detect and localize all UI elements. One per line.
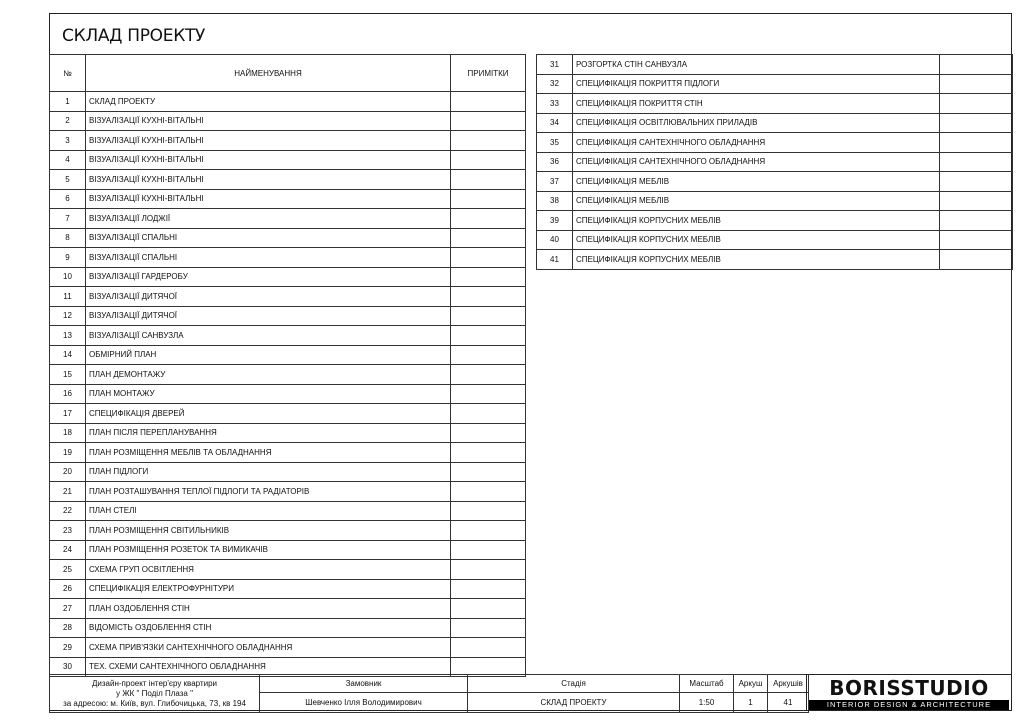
row-number: 29 — [50, 638, 86, 658]
project-line-2: у ЖК " Поділ Плаза " — [116, 688, 193, 698]
row-number: 13 — [50, 326, 86, 346]
row-name: СПЕЦИФІКАЦІЯ КОРПУСНИХ МЕБЛІВ — [573, 230, 940, 250]
row-notes — [451, 248, 526, 268]
table-row — [50, 540, 526, 560]
row-notes — [451, 462, 526, 482]
row-name: ПЛАН РОЗМІЩЕННЯ СВІТИЛЬНИКІВ — [86, 521, 451, 541]
table-row — [50, 248, 526, 268]
row-number: 35 — [537, 133, 573, 153]
studio-logo — [806, 674, 1012, 711]
row-number: 31 — [537, 55, 573, 75]
table-row — [50, 131, 526, 151]
row-name: ПЛАН СТЕЛІ — [86, 501, 451, 521]
row-name: СПЕЦИФІКАЦІЯ МЕБЛІВ — [573, 191, 940, 211]
row-number: 40 — [537, 230, 573, 250]
row-name: ПЛАН РОЗМІЩЕННЯ МЕБЛІВ ТА ОБЛАДНАННЯ — [86, 443, 451, 463]
table-row — [50, 92, 526, 112]
table-row — [537, 152, 1013, 172]
title-block — [49, 674, 809, 713]
table-row — [537, 191, 1013, 211]
row-number: 2 — [50, 111, 86, 131]
row-name: СПЕЦИФІКАЦІЯ МЕБЛІВ — [573, 172, 940, 192]
row-notes — [940, 55, 1013, 75]
row-notes — [451, 521, 526, 541]
row-name: ТЕХ. СХЕМИ САНТЕХНІЧНОГО ОБЛАДНАННЯ — [86, 657, 451, 677]
table-row — [50, 599, 526, 619]
row-notes — [451, 560, 526, 580]
row-number: 7 — [50, 209, 86, 229]
table-row — [537, 133, 1013, 153]
row-number: 6 — [50, 189, 86, 209]
row-notes — [451, 482, 526, 502]
row-notes — [940, 74, 1013, 94]
client-label: Замовник — [260, 675, 468, 693]
row-number: 22 — [50, 501, 86, 521]
row-notes — [451, 443, 526, 463]
row-notes — [451, 501, 526, 521]
row-number: 19 — [50, 443, 86, 463]
row-notes — [451, 111, 526, 131]
row-notes — [940, 230, 1013, 250]
row-number: 17 — [50, 404, 86, 424]
row-number: 20 — [50, 462, 86, 482]
row-number: 23 — [50, 521, 86, 541]
row-number: 14 — [50, 345, 86, 365]
table-row — [537, 230, 1013, 250]
table-row — [50, 501, 526, 521]
project-line-1: Дизайн-проект інтер'єру квартири — [91, 678, 217, 688]
row-notes — [451, 131, 526, 151]
table-row — [537, 74, 1013, 94]
row-name: СПЕЦИФІКАЦІЯ ОСВІТЛЮВАЛЬНИХ ПРИЛАДІВ — [573, 113, 940, 133]
contents-table-right — [536, 54, 1013, 270]
row-number: 9 — [50, 248, 86, 268]
table-row — [50, 365, 526, 385]
row-number: 28 — [50, 618, 86, 638]
sheet-label: Аркуш — [734, 675, 768, 693]
row-notes — [451, 267, 526, 287]
row-number: 4 — [50, 150, 86, 170]
table-row — [537, 172, 1013, 192]
row-number: 16 — [50, 384, 86, 404]
row-number: 27 — [50, 599, 86, 619]
row-name: ВІЗУАЛІЗАЦІЇ КУХНІ-ВІТАЛЬНІ — [86, 111, 451, 131]
logo-wordmark: BORISSTUDIO — [829, 676, 989, 700]
row-name: ВІЗУАЛІЗАЦІЇ СПАЛЬНІ — [86, 248, 451, 268]
row-number: 15 — [50, 365, 86, 385]
row-name: СПЕЦИФІКАЦІЯ КОРПУСНИХ МЕБЛІВ — [573, 211, 940, 231]
row-notes — [940, 152, 1013, 172]
row-number: 34 — [537, 113, 573, 133]
sheets-label: Аркушів — [768, 675, 809, 693]
row-notes — [451, 384, 526, 404]
contents-table-left — [49, 54, 526, 677]
table-row — [50, 618, 526, 638]
table-row — [537, 94, 1013, 114]
row-name: ПЛАН ОЗДОБЛЕННЯ СТІН — [86, 599, 451, 619]
row-number: 32 — [537, 74, 573, 94]
scale-label: Масштаб — [680, 675, 734, 693]
row-name: ВІЗУАЛІЗАЦІЇ ДИТЯЧОЇ — [86, 306, 451, 326]
row-number: 11 — [50, 287, 86, 307]
table-row — [537, 113, 1013, 133]
row-name: СПЕЦИФІКАЦІЯ ПОКРИТТЯ ПІДЛОГИ — [573, 74, 940, 94]
row-notes — [940, 211, 1013, 231]
table-row — [50, 326, 526, 346]
sheet-value: 1 — [734, 693, 768, 713]
table-row — [50, 638, 526, 658]
table-row — [50, 170, 526, 190]
table-row — [50, 462, 526, 482]
row-number: 1 — [50, 92, 86, 112]
row-name: СХЕМА ГРУП ОСВІТЛЕННЯ — [86, 560, 451, 580]
table-row — [50, 579, 526, 599]
row-name: ВІЗУАЛІЗАЦІЇ ЛОДЖІЇ — [86, 209, 451, 229]
row-name: РОЗГОРТКА СТІН САНВУЗЛА — [573, 55, 940, 75]
table-row — [50, 443, 526, 463]
table-row — [50, 306, 526, 326]
row-name: ВІЗУАЛІЗАЦІЇ КУХНІ-ВІТАЛЬНІ — [86, 150, 451, 170]
row-notes — [451, 365, 526, 385]
row-number: 3 — [50, 131, 86, 151]
row-number: 39 — [537, 211, 573, 231]
row-number: 33 — [537, 94, 573, 114]
sheets-value: 41 — [768, 693, 809, 713]
table-row — [50, 384, 526, 404]
header-notes: ПРИМІТКИ — [451, 55, 526, 92]
row-name: СКЛАД ПРОЕКТУ — [86, 92, 451, 112]
row-notes — [940, 172, 1013, 192]
row-name: ВІЗУАЛІЗАЦІЇ САНВУЗЛА — [86, 326, 451, 346]
header-name: НАЙМЕНУВАННЯ — [86, 55, 451, 92]
table-row — [50, 150, 526, 170]
row-notes — [940, 191, 1013, 211]
table-row — [50, 482, 526, 502]
row-number: 12 — [50, 306, 86, 326]
row-number: 26 — [50, 579, 86, 599]
row-name: СПЕЦИФІКАЦІЯ КОРПУСНИХ МЕБЛІВ — [573, 250, 940, 270]
row-name: СПЕЦИФІКАЦІЯ ПОКРИТТЯ СТІН — [573, 94, 940, 114]
row-number: 36 — [537, 152, 573, 172]
table-row — [50, 404, 526, 424]
row-notes — [451, 404, 526, 424]
row-notes — [451, 599, 526, 619]
row-notes — [940, 113, 1013, 133]
table-row — [50, 287, 526, 307]
row-name: ВІДОМІСТЬ ОЗДОБЛЕННЯ СТІН — [86, 618, 451, 638]
contents-table-left-body — [50, 92, 526, 677]
row-notes — [940, 94, 1013, 114]
row-number: 30 — [50, 657, 86, 677]
table-row — [50, 228, 526, 248]
row-name: СПЕЦИФІКАЦІЯ ДВЕРЕЙ — [86, 404, 451, 424]
client-value: Шевченко Ілля Володимирович — [260, 693, 468, 713]
row-name: СХЕМА ПРИВ'ЯЗКИ САНТЕХНІЧНОГО ОБЛАДНАННЯ — [86, 638, 451, 658]
table-row — [50, 345, 526, 365]
table-row — [537, 55, 1013, 75]
row-notes — [451, 345, 526, 365]
table-row — [50, 267, 526, 287]
row-notes — [940, 250, 1013, 270]
row-number: 41 — [537, 250, 573, 270]
row-name: СПЕЦИФІКАЦІЯ ЕЛЕКТРОФУРНІТУРИ — [86, 579, 451, 599]
row-notes — [451, 618, 526, 638]
row-number: 5 — [50, 170, 86, 190]
row-notes — [940, 133, 1013, 153]
project-description — [50, 675, 260, 713]
row-notes — [451, 189, 526, 209]
row-notes — [451, 638, 526, 658]
header-number: № — [50, 55, 86, 92]
row-notes — [451, 170, 526, 190]
logo-tagline: INTERIOR DESIGN & ARCHITECTURE — [809, 700, 1009, 710]
row-number: 24 — [50, 540, 86, 560]
row-name: ПЛАН РОЗТАШУВАННЯ ТЕПЛОЇ ПІДЛОГИ ТА РАДІАТОРІВ — [86, 482, 451, 502]
table-row — [50, 209, 526, 229]
row-number: 25 — [50, 560, 86, 580]
project-line-3: за адресою: м. Київ, вул. Глибочицька, 73, кв 194 — [63, 698, 246, 708]
table-row — [50, 521, 526, 541]
row-notes — [451, 306, 526, 326]
row-name: ВІЗУАЛІЗАЦІЇ КУХНІ-ВІТАЛЬНІ — [86, 189, 451, 209]
row-name: СПЕЦИФІКАЦІЯ САНТЕХНІЧНОГО ОБЛАДНАННЯ — [573, 152, 940, 172]
row-number: 37 — [537, 172, 573, 192]
row-notes — [451, 228, 526, 248]
table-row — [50, 189, 526, 209]
row-notes — [451, 579, 526, 599]
row-name: ПЛАН ДЕМОНТАЖУ — [86, 365, 451, 385]
row-name: ОБМІРНИЙ ПЛАН — [86, 345, 451, 365]
row-notes — [451, 423, 526, 443]
table-row — [537, 250, 1013, 270]
row-number: 10 — [50, 267, 86, 287]
table-row — [50, 560, 526, 580]
scale-value: 1:50 — [680, 693, 734, 713]
row-notes — [451, 209, 526, 229]
row-name: СПЕЦИФІКАЦІЯ САНТЕХНІЧНОГО ОБЛАДНАННЯ — [573, 133, 940, 153]
table-row — [50, 423, 526, 443]
row-name: ВІЗУАЛІЗАЦІЇ ГАРДЕРОБУ — [86, 267, 451, 287]
row-name: ПЛАН ПІДЛОГИ — [86, 462, 451, 482]
row-number: 38 — [537, 191, 573, 211]
row-notes — [451, 150, 526, 170]
table-row — [50, 111, 526, 131]
row-name: ВІЗУАЛІЗАЦІЇ ДИТЯЧОЇ — [86, 287, 451, 307]
contents-table-right-body — [537, 55, 1013, 270]
row-name: ВІЗУАЛІЗАЦІЇ КУХНІ-ВІТАЛЬНІ — [86, 131, 451, 151]
row-name: ПЛАН МОНТАЖУ — [86, 384, 451, 404]
row-notes — [451, 326, 526, 346]
row-number: 8 — [50, 228, 86, 248]
table-row — [537, 211, 1013, 231]
stage-label: Стадія — [468, 675, 680, 693]
table-header-row — [50, 55, 526, 92]
row-number: 18 — [50, 423, 86, 443]
row-name: ВІЗУАЛІЗАЦІЇ СПАЛЬНІ — [86, 228, 451, 248]
row-name: ПЛАН ПІСЛЯ ПЕРЕПЛАНУВАННЯ — [86, 423, 451, 443]
row-number: 21 — [50, 482, 86, 502]
stage-value: СКЛАД ПРОЕКТУ — [468, 693, 680, 713]
row-name: ПЛАН РОЗМІЩЕННЯ РОЗЕТОК ТА ВИМИКАЧІВ — [86, 540, 451, 560]
row-name: ВІЗУАЛІЗАЦІЇ КУХНІ-ВІТАЛЬНІ — [86, 170, 451, 190]
row-notes — [451, 287, 526, 307]
page-title: СКЛАД ПРОЕКТУ — [62, 26, 206, 46]
row-notes — [451, 92, 526, 112]
row-notes — [451, 540, 526, 560]
